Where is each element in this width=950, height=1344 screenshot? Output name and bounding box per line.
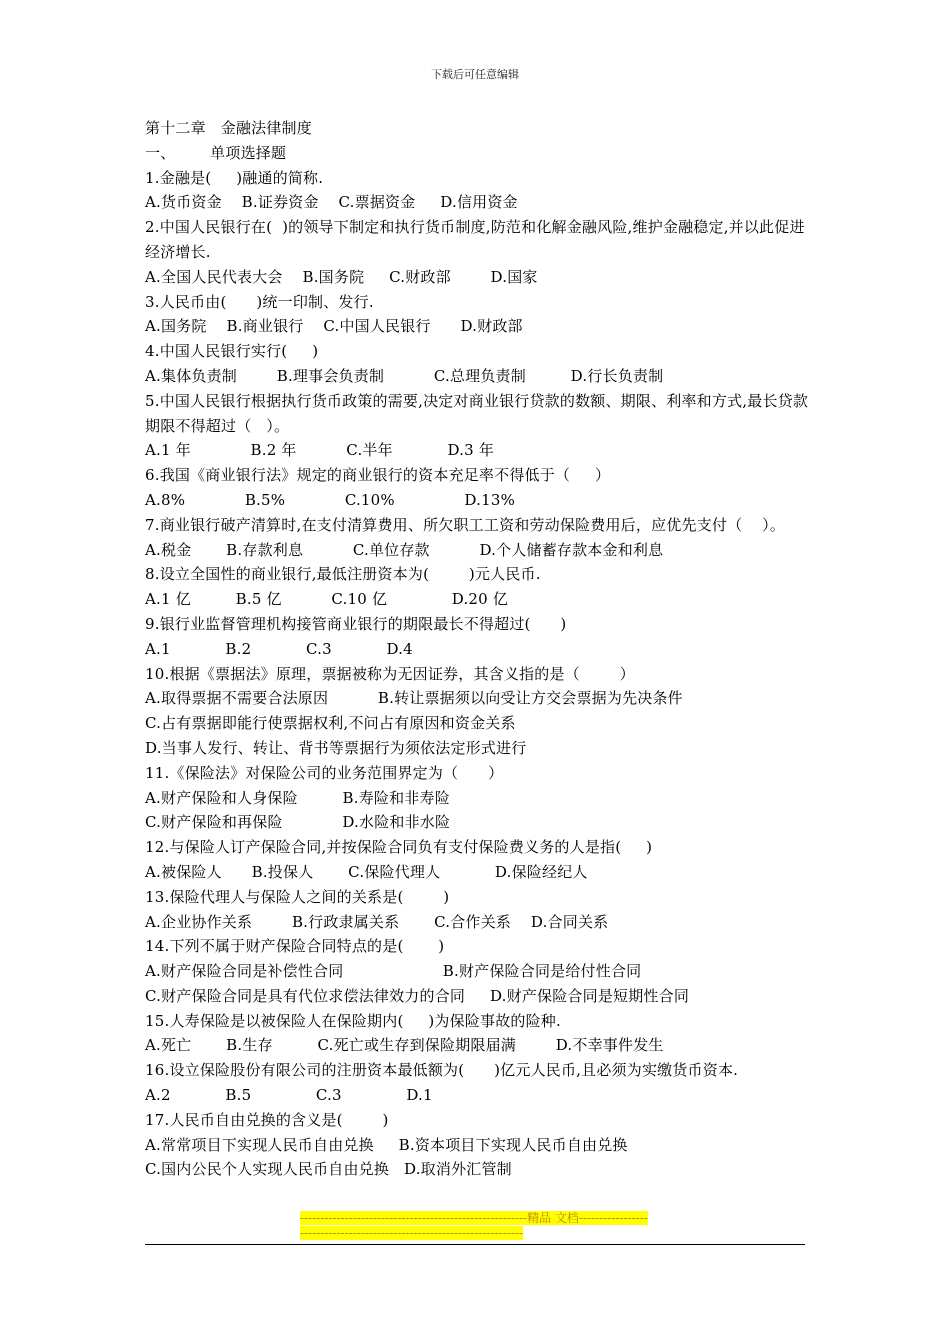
chapter-title: 第十二章 金融法律制度 [145,119,312,137]
answer-options: A.财产保险和人身保险 B.寿险和非寿险 [145,788,450,807]
footer-text [300,1211,650,1241]
question-text: 6.我国《商业银行法》规定的商业银行的资本充足率不得低于（ ） [145,466,611,485]
question-text: 7.商业银行破产清算时,在支付清算费用、所欠职工工资和劳动保险费用后，应优先支付（ ）。 [145,515,786,534]
answer-options: A.1 年 B.2 年 C.半年 D.3 年 [145,441,495,460]
answer-options: C.财产保险和再保险 D.水险和非水险 [145,813,451,832]
answer-options: C.占有票据即能行使票据权利,不问占有原因和资金关系 [145,714,516,733]
question-text: 13.保险代理人与保险人之间的关系是( ) [145,887,450,906]
footer-rule [145,1244,805,1245]
page-header: 下载后可任意编辑 [431,68,519,81]
answer-options: A.财产保险合同是补偿性合同 B.财产保险合同是给付性合同 [145,962,642,981]
question-text: 4.中国人民银行实行( ) [145,342,319,361]
question-text: 17.人民币自由兑换的含义是( ) [145,1110,389,1129]
question-text: 2.中国人民银行在( )的领导下制定和执行货币制度,防范和化解金融风险,维护金融稳定,并以此促进经济增长. [145,218,805,261]
answer-options: A.企业协作关系 B.行政隶属关系 C.合作关系 D.合同关系 [145,912,609,931]
document-body [145,116,815,1182]
question-text: 15.人寿保险是以被保险人在保险期内( )为保险事故的险种. [145,1011,561,1030]
question-text: 9.银行业监督管理机构接管商业银行的期限最长不得超过( ) [145,614,567,633]
answer-options: A.集体负责制 B.理事会负责制 C.总理负责制 D.行长负责制 [145,366,664,385]
question-text: 8.设立全国性的商业银行,最低注册资本为( )元人民币. [145,565,541,584]
answer-options: A.税金 B.存款利息 C.单位存款 D.个人储蓄存款本金和利息 [145,540,664,559]
answer-options: A.死亡 B.生存 C.死亡或生存到保险期限届满 D.不幸事件发生 [145,1036,664,1055]
answer-options: A.常常项目下实现人民币自由兑换 B.资本项目下实现人民币自由兑换 [145,1135,628,1154]
question-text: 14.下列不属于财产保险合同特点的是( ) [145,937,445,956]
answer-options: A.1 B.2 C.3 D.4 [145,639,413,658]
answer-options: A.1 亿 B.5 亿 C.10 亿 D.20 亿 [145,590,509,609]
question-text: 12.与保险人订产保险合同,并按保险合同负有支付保险费义务的人是指( ) [145,838,653,857]
question-text: 5.中国人民银行根据执行货币政策的需要,决定对商业银行贷款的数额、期限、利率和方式,最长贷款期限不得超过（ ）。 [145,391,809,435]
section-title: 一、 单项选择题 [145,143,287,162]
answer-options: A.国务院 B.商业银行 C.中国人民银行 D.财政部 [145,317,523,336]
answer-options: A.8% B.5% C.10% D.13% [145,490,516,509]
question-text: 10.根据《票据法》原理，票据被称为无因证券，其含义指的是（ ） [145,664,635,683]
question-text: 11.《保险法》对保险公司的业务范围界定为（ ） [145,763,504,782]
answer-options: A.取得票据不需要合法原因 B.转让票据须以向受让方交会票据为先决条件 [145,689,683,708]
answer-options: C.财产保险合同是具有代位求偿法律效力的合同 D.财产保险合同是短期性合同 [145,986,690,1005]
answer-options: A.2 B.5 C.3 D.1 [145,1086,433,1105]
answer-options: A.被保险人 B.投保人 C.保险代理人 D.保险经纪人 [145,862,588,881]
footer-highlight: --------------------------------------------------------精品 文档------------------------------------------------------------------------ [300,1211,648,1240]
answer-options: A.全国人民代表大会 B.国务院 C.财政部 D.国家 [145,267,538,286]
question-text: 1.金融是( )融通的简称. [145,168,324,187]
question-list [145,166,815,1183]
answer-options: A.货币资金 B.证券资金 C.票据资金 D.信用资金 [145,193,518,212]
answer-options: D.当事人发行、转让、背书等票据行为须依法定形式进行 [145,738,527,757]
answer-options: C.国内公民个人实现人民币自由兑换 D.取消外汇管制 [145,1160,512,1179]
question-text: 16.设立保险股份有限公司的注册资本最低额为( )亿元人民币,且必须为实缴货币资本. [145,1061,739,1080]
question-text: 3.人民币由( )统一印制、发行. [145,292,374,311]
